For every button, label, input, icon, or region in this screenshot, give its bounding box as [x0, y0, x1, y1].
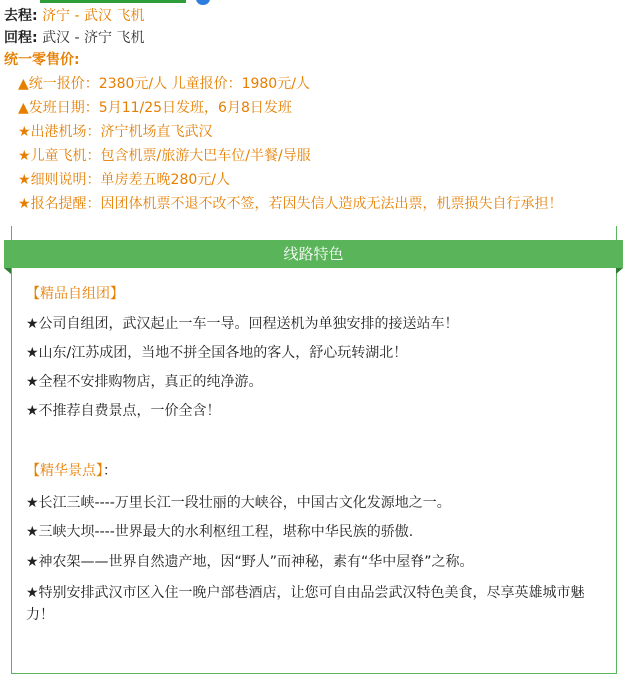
star-icon: ★: [18, 148, 31, 164]
detail-text: 报名提醒：因团体机票不退不改不签，若因失信人造成无法出票，机票损失自行承担！: [30, 196, 563, 212]
star-icon: ★: [18, 196, 31, 212]
feature-item: ★全程不安排购物店，真正的纯净游。: [26, 374, 263, 390]
features-banner: [4, 240, 623, 268]
detail-text: 统一报价：2380元/人 儿童报价：1980元/人: [28, 76, 310, 92]
return-row: [4, 28, 144, 48]
feature-item: ★公司自组团，武汉起止一车一导。回程送机为单独安排的接送站车！: [26, 316, 459, 332]
depart-value: 济宁 - 武汉 飞机: [42, 8, 145, 24]
detail-text: 发班日期：5月11/25日发班，6月8日发班: [28, 100, 292, 116]
top-divider-bar: [40, 0, 186, 3]
star-icon: ★: [18, 124, 31, 140]
detail-text: 儿童飞机：包含机票/旅游大巴车位/半餐/导服: [30, 148, 311, 164]
star-icon: ★: [18, 172, 31, 188]
triangle-icon: ▲: [18, 76, 29, 92]
feature-item: ★特别安排武汉市区入住一晚户部巷酒店，让您可自由品尝武汉特色美食，尽享英雄城市魅力！: [26, 585, 585, 623]
feature-item: ★神农架——世界自然遗产地，因“野人”而神秘，素有“华中屋脊”之称。: [26, 554, 474, 570]
section-title-suffix: ：: [103, 463, 117, 479]
detail-row: [18, 98, 292, 118]
detail-text: 细则说明：单房差五晚280元/人: [30, 172, 231, 188]
banner-fold-right: [616, 268, 623, 274]
detail-text: 出港机场：济宁机场直飞武汉: [30, 124, 213, 140]
detail-row: [18, 194, 563, 214]
detail-row: [18, 122, 213, 142]
banner-fold-left: [4, 268, 11, 274]
section-title-highlights: 【精华景点】: [26, 463, 103, 479]
retail-title: 统一零售价:: [4, 52, 80, 68]
detail-row: [18, 146, 311, 166]
depart-row: [4, 6, 144, 26]
features-banner-title: 线路特色: [283, 245, 344, 263]
depart-label: 去程:: [4, 8, 38, 24]
return-label: 回程:: [4, 30, 38, 46]
feature-item: ★长江三峡----万里长江一段壮丽的大峡谷，中国古文化发源地之一。: [26, 495, 451, 511]
detail-row: [18, 170, 230, 190]
top-blue-dot: [196, 0, 210, 5]
section-title-boutique: 【精品自组团】: [26, 286, 124, 302]
section-title-row: [26, 460, 606, 482]
feature-item: ★不推荐自费景点，一价全含！: [26, 403, 221, 419]
detail-row: [18, 74, 310, 94]
feature-item: ★三峡大坝----世界最大的水利枢纽工程，堪称中华民族的骄傲.: [26, 524, 414, 540]
feature-item: ★山东/江苏成团，当地不拼全国各地的客人，舒心玩转湖北！: [26, 345, 408, 361]
triangle-icon: ▲: [18, 100, 29, 116]
return-value: 武汉 - 济宁 飞机: [42, 30, 145, 46]
